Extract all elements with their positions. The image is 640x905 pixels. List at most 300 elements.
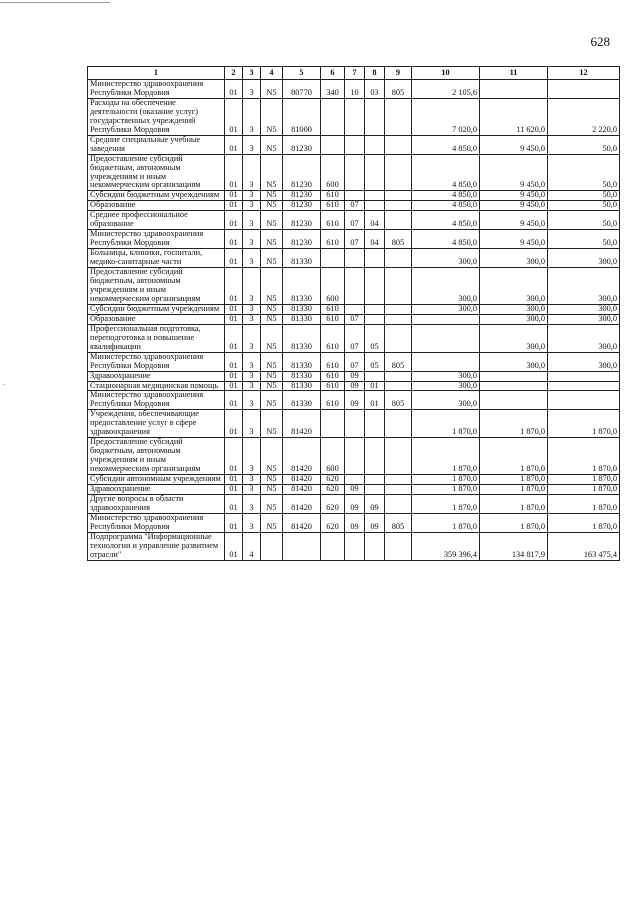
table-cell-col-8 xyxy=(365,268,385,305)
table-row xyxy=(88,230,620,249)
table-cell-col-8 xyxy=(365,410,385,438)
column-header-11: 11 xyxy=(480,67,548,80)
column-header-10: 10 xyxy=(412,67,480,80)
table-cell-col-6: 620 xyxy=(321,494,345,513)
table-cell-col-12 xyxy=(548,80,620,99)
table-cell-col-3: 4 xyxy=(243,532,261,560)
table-cell-col-8 xyxy=(365,249,385,268)
page-number: 628 xyxy=(590,34,610,49)
table-cell-col-8 xyxy=(365,475,385,485)
table-cell-col-6: 600 xyxy=(321,438,345,475)
row-name-cell: Расходы на обеспечение деятельности (оказание услуг) государственных учреждений Республики Мордовия xyxy=(88,98,225,135)
table-cell-col-5: 81230 xyxy=(283,230,321,249)
table-cell-col-2: 01 xyxy=(225,304,243,314)
table-cell-col-5: 81330 xyxy=(283,352,321,371)
table-cell-col-3: 3 xyxy=(243,191,261,201)
table-row xyxy=(88,211,620,230)
table-cell-col-2: 01 xyxy=(225,154,243,191)
table-cell-col-12 xyxy=(548,371,620,381)
table-cell-col-5: 81000 xyxy=(283,98,321,135)
table-cell-col-3: 3 xyxy=(243,249,261,268)
table-cell-col-6: 600 xyxy=(321,268,345,305)
table-cell-col-10: 1 870,0 xyxy=(412,494,480,513)
table-cell-col-4: N5 xyxy=(261,352,283,371)
table-cell-col-8: 04 xyxy=(365,211,385,230)
table-cell-col-9 xyxy=(385,268,412,305)
table-cell-col-8 xyxy=(365,371,385,381)
table-cell-col-4: N5 xyxy=(261,154,283,191)
table-cell-col-12: 1 870,0 xyxy=(548,513,620,532)
table-cell-col-11 xyxy=(480,391,548,410)
table-row xyxy=(88,80,620,99)
table-row xyxy=(88,201,620,211)
table-cell-col-3: 3 xyxy=(243,494,261,513)
table-row xyxy=(88,438,620,475)
table-cell-col-5: 81420 xyxy=(283,438,321,475)
row-name-cell: Предоставление субсидий бюджетным, автономным учреждениям и иным некоммерческим организациям xyxy=(88,268,225,305)
table-cell-col-10: 1 870,0 xyxy=(412,438,480,475)
row-name-cell: Среднее профессиональное образование xyxy=(88,211,225,230)
table-row xyxy=(88,371,620,381)
table-cell-col-5: 81420 xyxy=(283,475,321,485)
table-cell-col-3: 3 xyxy=(243,268,261,305)
table-cell-col-3: 3 xyxy=(243,475,261,485)
table-cell-col-9 xyxy=(385,191,412,201)
table-cell-col-7: 09 xyxy=(345,484,365,494)
table-cell-col-5: 81420 xyxy=(283,513,321,532)
table-cell-col-4: N5 xyxy=(261,304,283,314)
table-cell-col-4: N5 xyxy=(261,381,283,391)
table-cell-col-11: 9 450,0 xyxy=(480,154,548,191)
table-cell-col-2: 01 xyxy=(225,513,243,532)
table-cell-col-4: N5 xyxy=(261,513,283,532)
table-cell-col-3: 3 xyxy=(243,484,261,494)
table-cell-col-12: 300,0 xyxy=(548,324,620,352)
table-cell-col-6 xyxy=(321,532,345,560)
table-cell-col-9 xyxy=(385,494,412,513)
table-cell-col-4: N5 xyxy=(261,494,283,513)
table-cell-col-11: 1 870,0 xyxy=(480,513,548,532)
column-header-7: 7 xyxy=(345,67,365,80)
table-cell-col-7 xyxy=(345,249,365,268)
table-cell-col-5: 81330 xyxy=(283,304,321,314)
table-cell-col-12: 300,0 xyxy=(548,249,620,268)
row-name-cell: Образование xyxy=(88,201,225,211)
table-cell-col-10: 359 396,4 xyxy=(412,532,480,560)
table-cell-col-4: N5 xyxy=(261,249,283,268)
column-header-8: 8 xyxy=(365,67,385,80)
table-row xyxy=(88,249,620,268)
table-row xyxy=(88,513,620,532)
table-cell-col-10 xyxy=(412,352,480,371)
table-cell-col-12: 50,0 xyxy=(548,230,620,249)
table-cell-col-11: 134 817,9 xyxy=(480,532,548,560)
table-cell-col-9 xyxy=(385,381,412,391)
table-cell-col-10: 2 105,6 xyxy=(412,80,480,99)
table-cell-col-11: 1 870,0 xyxy=(480,475,548,485)
table-cell-col-7: 07 xyxy=(345,201,365,211)
table-cell-col-11: 9 450,0 xyxy=(480,201,548,211)
table-cell-col-9 xyxy=(385,438,412,475)
table-cell-col-5: 81330 xyxy=(283,391,321,410)
table-cell-col-8: 04 xyxy=(365,230,385,249)
table-row xyxy=(88,494,620,513)
row-name-cell: Предоставление субсидий бюджетным, автономным учреждениям и иным некоммерческим организациям xyxy=(88,154,225,191)
column-header-12: 12 xyxy=(548,67,620,80)
table-cell-col-8 xyxy=(365,532,385,560)
table-cell-col-5: 81230 xyxy=(283,211,321,230)
table-cell-col-10: 1 870,0 xyxy=(412,484,480,494)
table-cell-col-2: 01 xyxy=(225,352,243,371)
table-cell-col-3: 3 xyxy=(243,371,261,381)
table-cell-col-6 xyxy=(321,410,345,438)
table-cell-col-7 xyxy=(345,438,365,475)
table-cell-col-7: 07 xyxy=(345,314,365,324)
table-cell-col-11: 300,0 xyxy=(480,268,548,305)
table-cell-col-6 xyxy=(321,249,345,268)
table-cell-col-12: 50,0 xyxy=(548,191,620,201)
budget-table xyxy=(87,66,620,561)
table-cell-col-7: 09 xyxy=(345,391,365,410)
table-cell-col-2: 01 xyxy=(225,438,243,475)
table-cell-col-7: 07 xyxy=(345,324,365,352)
table-row xyxy=(88,352,620,371)
table-cell-col-11: 300,0 xyxy=(480,304,548,314)
table-cell-col-9 xyxy=(385,475,412,485)
table-cell-col-5: 81420 xyxy=(283,484,321,494)
table-cell-col-7 xyxy=(345,268,365,305)
row-name-cell: Здравоохранение xyxy=(88,371,225,381)
table-cell-col-12: 1 870,0 xyxy=(548,484,620,494)
table-cell-col-3: 3 xyxy=(243,438,261,475)
table-cell-col-3: 3 xyxy=(243,324,261,352)
table-cell-col-10: 300,0 xyxy=(412,304,480,314)
table-cell-col-11 xyxy=(480,371,548,381)
table-cell-col-9 xyxy=(385,154,412,191)
table-cell-col-11: 9 450,0 xyxy=(480,211,548,230)
table-cell-col-2: 01 xyxy=(225,201,243,211)
table-cell-col-7: 10 xyxy=(345,80,365,99)
table-cell-col-2: 01 xyxy=(225,135,243,154)
table-cell-col-5: 81330 xyxy=(283,268,321,305)
table-cell-col-10: 4 850,0 xyxy=(412,211,480,230)
table-cell-col-9 xyxy=(385,371,412,381)
row-name-cell: Средние специальные учебные заведения xyxy=(88,135,225,154)
table-cell-col-11: 1 870,0 xyxy=(480,438,548,475)
table-cell-col-7: 07 xyxy=(345,352,365,371)
table-cell-col-4 xyxy=(261,532,283,560)
table-cell-col-11: 9 450,0 xyxy=(480,230,548,249)
table-cell-col-4: N5 xyxy=(261,211,283,230)
table-cell-col-11 xyxy=(480,80,548,99)
row-name-cell: Здравоохранение xyxy=(88,484,225,494)
table-cell-col-6 xyxy=(321,98,345,135)
table-cell-col-4: N5 xyxy=(261,201,283,211)
row-name-cell: Субсидии автономным учреждениям xyxy=(88,475,225,485)
table-cell-col-3: 3 xyxy=(243,230,261,249)
table-cell-col-7: 07 xyxy=(345,211,365,230)
table-cell-col-9 xyxy=(385,304,412,314)
table-cell-col-4: N5 xyxy=(261,268,283,305)
table-cell-col-4: N5 xyxy=(261,135,283,154)
table-cell-col-12: 50,0 xyxy=(548,135,620,154)
table-cell-col-7 xyxy=(345,532,365,560)
table-cell-col-5: 81330 xyxy=(283,381,321,391)
table-cell-col-6: 620 xyxy=(321,513,345,532)
table-row xyxy=(88,304,620,314)
table-cell-col-9: 805 xyxy=(385,391,412,410)
table-cell-col-7 xyxy=(345,154,365,191)
table-cell-col-5: 81330 xyxy=(283,371,321,381)
table-cell-col-12: 300,0 xyxy=(548,304,620,314)
table-row xyxy=(88,135,620,154)
table-cell-col-12: 1 870,0 xyxy=(548,475,620,485)
row-name-cell: Субсидии бюджетным учреждениям xyxy=(88,191,225,201)
header-row xyxy=(88,67,620,80)
table-cell-col-10: 4 850,0 xyxy=(412,201,480,211)
table-cell-col-7: 09 xyxy=(345,381,365,391)
table-cell-col-9: 805 xyxy=(385,230,412,249)
row-name-cell: Другие вопросы в области здравоохранения xyxy=(88,494,225,513)
table-cell-col-9 xyxy=(385,211,412,230)
table-cell-col-4: N5 xyxy=(261,314,283,324)
table-cell-col-12: 300,0 xyxy=(548,314,620,324)
table-cell-col-10: 300,0 xyxy=(412,268,480,305)
table-cell-col-8: 09 xyxy=(365,513,385,532)
table-cell-col-10: 300,0 xyxy=(412,371,480,381)
table-cell-col-12: 300,0 xyxy=(548,352,620,371)
table-cell-col-9 xyxy=(385,532,412,560)
table-cell-col-12: 50,0 xyxy=(548,201,620,211)
table-cell-col-5: 81230 xyxy=(283,201,321,211)
table-cell-col-9 xyxy=(385,484,412,494)
row-name-cell: Профессиональная подготовка, переподготовка и повышение квалификации xyxy=(88,324,225,352)
table-cell-col-8 xyxy=(365,484,385,494)
table-cell-col-10: 300,0 xyxy=(412,391,480,410)
table-row xyxy=(88,268,620,305)
table-cell-col-12 xyxy=(548,391,620,410)
table-cell-col-9 xyxy=(385,98,412,135)
table-cell-col-2: 01 xyxy=(225,98,243,135)
row-name-cell: Стационарная медицинская помощь xyxy=(88,381,225,391)
table-row xyxy=(88,191,620,201)
table-cell-col-4: N5 xyxy=(261,391,283,410)
table-cell-col-4: N5 xyxy=(261,80,283,99)
table-cell-col-7 xyxy=(345,304,365,314)
table-cell-col-10: 4 850,0 xyxy=(412,191,480,201)
table-cell-col-9 xyxy=(385,201,412,211)
table-cell-col-5: 81230 xyxy=(283,154,321,191)
table-cell-col-2: 01 xyxy=(225,80,243,99)
table-cell-col-12: 1 870,0 xyxy=(548,494,620,513)
table-cell-col-9 xyxy=(385,249,412,268)
table-cell-col-11: 300,0 xyxy=(480,314,548,324)
table-cell-col-10: 4 850,0 xyxy=(412,154,480,191)
table-cell-col-4: N5 xyxy=(261,324,283,352)
table-cell-col-10: 300,0 xyxy=(412,381,480,391)
table-cell-col-7 xyxy=(345,410,365,438)
table-cell-col-6: 610 xyxy=(321,391,345,410)
table-cell-col-7 xyxy=(345,135,365,154)
table-cell-col-6: 610 xyxy=(321,304,345,314)
table-cell-col-3: 3 xyxy=(243,391,261,410)
table-cell-col-10: 7 020,0 xyxy=(412,98,480,135)
row-name-cell: Министерство здравоохранения Республики Мордовия xyxy=(88,230,225,249)
table-cell-col-2: 01 xyxy=(225,532,243,560)
table-row xyxy=(88,391,620,410)
table-cell-col-3: 3 xyxy=(243,314,261,324)
table-cell-col-4: N5 xyxy=(261,475,283,485)
table-cell-col-3: 3 xyxy=(243,352,261,371)
table-cell-col-4: N5 xyxy=(261,484,283,494)
table-cell-col-4: N5 xyxy=(261,98,283,135)
table-cell-col-5 xyxy=(283,532,321,560)
table-cell-col-2: 01 xyxy=(225,475,243,485)
table-cell-col-5: 81330 xyxy=(283,314,321,324)
table-cell-col-3: 3 xyxy=(243,381,261,391)
row-name-cell: Министерство здравоохранения Республики Мордовия xyxy=(88,80,225,99)
table-cell-col-4: N5 xyxy=(261,438,283,475)
table-cell-col-8 xyxy=(365,304,385,314)
table-cell-col-6: 610 xyxy=(321,381,345,391)
column-header-4: 4 xyxy=(261,67,283,80)
table-cell-col-12: 300,0 xyxy=(548,268,620,305)
table-cell-col-4: N5 xyxy=(261,191,283,201)
table-cell-col-11: 11 620,0 xyxy=(480,98,548,135)
table-cell-col-12 xyxy=(548,381,620,391)
table-cell-col-8 xyxy=(365,201,385,211)
table-row xyxy=(88,484,620,494)
table-cell-col-5: 81230 xyxy=(283,191,321,201)
row-name-cell: Субсидии бюджетным учреждениям xyxy=(88,304,225,314)
table-cell-col-2: 01 xyxy=(225,371,243,381)
table-cell-col-10: 4 850,0 xyxy=(412,230,480,249)
table-cell-col-2: 01 xyxy=(225,391,243,410)
row-name-cell: Министерство здравоохранения Республики Мордовия xyxy=(88,352,225,371)
table-cell-col-4: N5 xyxy=(261,371,283,381)
table-cell-col-2: 01 xyxy=(225,381,243,391)
row-name-cell: Подпрограмма "Информационные технологии и управление развитием отрасли" xyxy=(88,532,225,560)
row-name-cell: Учреждения, обеспечивающие предоставление услуг в сфере здравоохранения xyxy=(88,410,225,438)
column-header-3: 3 xyxy=(243,67,261,80)
table-cell-col-3: 3 xyxy=(243,135,261,154)
table-cell-col-2: 01 xyxy=(225,191,243,201)
table-cell-col-3: 3 xyxy=(243,154,261,191)
table-cell-col-7 xyxy=(345,191,365,201)
table-cell-col-11: 300,0 xyxy=(480,249,548,268)
column-header-2: 2 xyxy=(225,67,243,80)
table-row xyxy=(88,314,620,324)
table-cell-col-4: N5 xyxy=(261,410,283,438)
table-cell-col-12: 1 870,0 xyxy=(548,410,620,438)
table-cell-col-3: 3 xyxy=(243,201,261,211)
table-cell-col-3: 3 xyxy=(243,211,261,230)
table-cell-col-7: 09 xyxy=(345,494,365,513)
table-row xyxy=(88,154,620,191)
table-cell-col-6: 610 xyxy=(321,191,345,201)
table-cell-col-2: 01 xyxy=(225,410,243,438)
table-cell-col-2: 01 xyxy=(225,230,243,249)
table-cell-col-11: 9 450,0 xyxy=(480,191,548,201)
table-row xyxy=(88,532,620,560)
table-row xyxy=(88,475,620,485)
table-cell-col-12: 1 870,0 xyxy=(548,438,620,475)
table-cell-col-9: 805 xyxy=(385,513,412,532)
table-cell-col-11: 1 870,0 xyxy=(480,410,548,438)
table-cell-col-8 xyxy=(365,98,385,135)
table-cell-col-10: 1 870,0 xyxy=(412,513,480,532)
table-cell-col-9: 805 xyxy=(385,352,412,371)
margin-mark: - xyxy=(3,380,6,389)
table-cell-col-3: 3 xyxy=(243,410,261,438)
table-cell-col-2: 01 xyxy=(225,211,243,230)
table-cell-col-11: 9 450,0 xyxy=(480,135,548,154)
table-cell-col-8: 01 xyxy=(365,381,385,391)
table-cell-col-7 xyxy=(345,475,365,485)
table-cell-col-6: 610 xyxy=(321,230,345,249)
table-cell-col-11: 1 870,0 xyxy=(480,484,548,494)
table-cell-col-10: 300,0 xyxy=(412,249,480,268)
table-cell-col-3: 3 xyxy=(243,80,261,99)
table-cell-col-8: 01 xyxy=(365,391,385,410)
table-cell-col-6: 610 xyxy=(321,371,345,381)
table-cell-col-5: 81330 xyxy=(283,324,321,352)
table-cell-col-9 xyxy=(385,410,412,438)
table-cell-col-9 xyxy=(385,324,412,352)
table-cell-col-6 xyxy=(321,135,345,154)
table-cell-col-6: 610 xyxy=(321,314,345,324)
table-cell-col-8 xyxy=(365,191,385,201)
row-name-cell: Предоставление субсидий бюджетным, автономным учреждениям и иным некоммерческим организациям xyxy=(88,438,225,475)
column-header-1: 1 xyxy=(88,67,225,80)
table-cell-col-10: 4 850,0 xyxy=(412,135,480,154)
top-rule xyxy=(0,2,110,3)
table-cell-col-10: 1 870,0 xyxy=(412,475,480,485)
table-cell-col-3: 3 xyxy=(243,513,261,532)
table-cell-col-6: 620 xyxy=(321,475,345,485)
row-name-cell: Больницы, клиники, госпитали, медико-санитарные части xyxy=(88,249,225,268)
table-cell-col-12: 50,0 xyxy=(548,154,620,191)
table-cell-col-9 xyxy=(385,314,412,324)
table-cell-col-6: 600 xyxy=(321,154,345,191)
table-cell-col-2: 01 xyxy=(225,268,243,305)
table-row xyxy=(88,98,620,135)
table-cell-col-6: 620 xyxy=(321,484,345,494)
row-name-cell: Министерство здравоохранения Республики Мордовия xyxy=(88,391,225,410)
table-cell-col-2: 01 xyxy=(225,494,243,513)
table-cell-col-7: 09 xyxy=(345,513,365,532)
column-header-6: 6 xyxy=(321,67,345,80)
table-cell-col-11: 300,0 xyxy=(480,324,548,352)
table-cell-col-5: 81420 xyxy=(283,494,321,513)
table-cell-col-7: 09 xyxy=(345,371,365,381)
table-cell-col-8: 05 xyxy=(365,352,385,371)
table-cell-col-9 xyxy=(385,135,412,154)
table-cell-col-6: 610 xyxy=(321,324,345,352)
table-cell-col-2: 01 xyxy=(225,484,243,494)
column-header-5: 5 xyxy=(283,67,321,80)
table-cell-col-2: 01 xyxy=(225,324,243,352)
table-cell-col-11 xyxy=(480,381,548,391)
table-cell-col-8 xyxy=(365,314,385,324)
table-cell-col-6: 610 xyxy=(321,352,345,371)
table-cell-col-9: 805 xyxy=(385,80,412,99)
table-cell-col-10 xyxy=(412,314,480,324)
table-cell-col-12: 2 220,0 xyxy=(548,98,620,135)
table-cell-col-5: 81230 xyxy=(283,135,321,154)
table-cell-col-12: 50,0 xyxy=(548,211,620,230)
table-cell-col-8: 03 xyxy=(365,80,385,99)
